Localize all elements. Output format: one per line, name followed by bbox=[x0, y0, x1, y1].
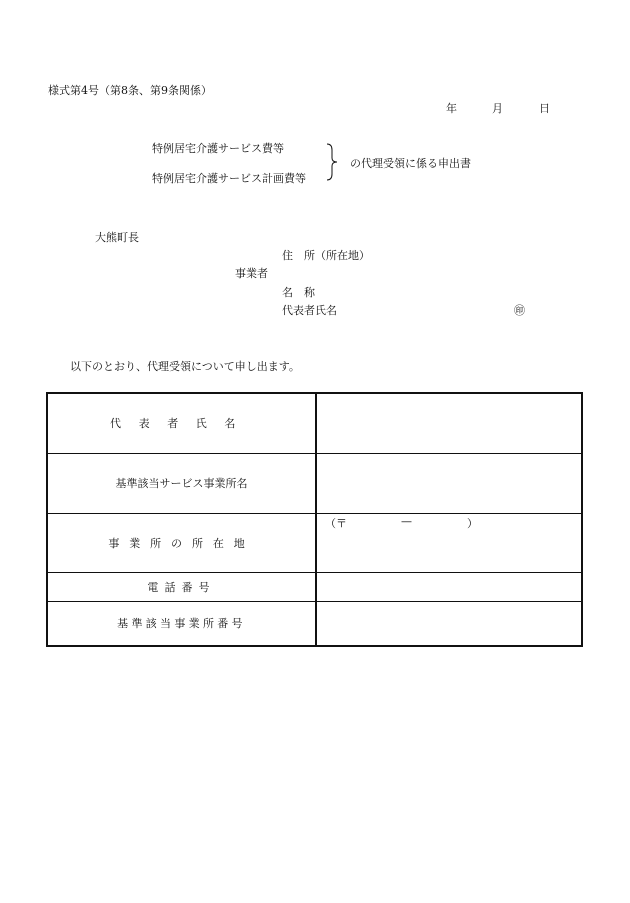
applicant-rep-label: 代表者氏名 bbox=[282, 304, 337, 317]
table-row bbox=[47, 393, 582, 453]
table-row bbox=[47, 601, 582, 646]
phone-label: 電話番号 bbox=[47, 572, 316, 601]
table-row bbox=[47, 453, 582, 513]
table-row bbox=[47, 513, 582, 572]
table-row bbox=[47, 572, 582, 601]
applicant-name-label: 名 称 bbox=[282, 286, 315, 299]
applicant-group-label: 事業者 bbox=[235, 267, 268, 280]
office-number-label: 基準該当事業所番号 bbox=[47, 601, 316, 646]
date-month: 月 bbox=[492, 102, 503, 115]
office-address-label: 事業所の所在地 bbox=[47, 513, 316, 572]
postal-close: ） bbox=[467, 516, 478, 530]
office-address-field[interactable] bbox=[316, 513, 582, 572]
office-name-label: 基準該当サービス事業所名 bbox=[47, 453, 316, 513]
application-table bbox=[46, 392, 583, 647]
date-year: 年 bbox=[446, 102, 457, 115]
right-brace-icon bbox=[325, 142, 339, 182]
title-suffix: の代理受領に係る申出書 bbox=[350, 157, 471, 170]
office-number-field[interactable] bbox=[316, 601, 582, 646]
rep-name-field[interactable] bbox=[316, 393, 582, 453]
seal-icon: ㊞ bbox=[514, 304, 525, 317]
statement: 以下のとおり、代理受領について申し出ます。 bbox=[70, 360, 300, 373]
office-name-field[interactable] bbox=[316, 453, 582, 513]
applicant-address-label: 住 所（所在地） bbox=[282, 249, 370, 262]
phone-field[interactable] bbox=[316, 572, 582, 601]
date-day: 日 bbox=[539, 102, 550, 115]
form-number: 様式第4号（第8条、第9条関係） bbox=[48, 84, 212, 97]
postal-dash: — bbox=[401, 514, 412, 528]
title-line2: 特例居宅介護サービス計画費等 bbox=[152, 172, 306, 185]
rep-name-label: 代表者氏名 bbox=[47, 393, 316, 453]
title-line1: 特例居宅介護サービス費等 bbox=[152, 142, 284, 155]
addressee: 大熊町長 bbox=[95, 231, 139, 244]
postal-open: （〒 bbox=[325, 516, 347, 530]
